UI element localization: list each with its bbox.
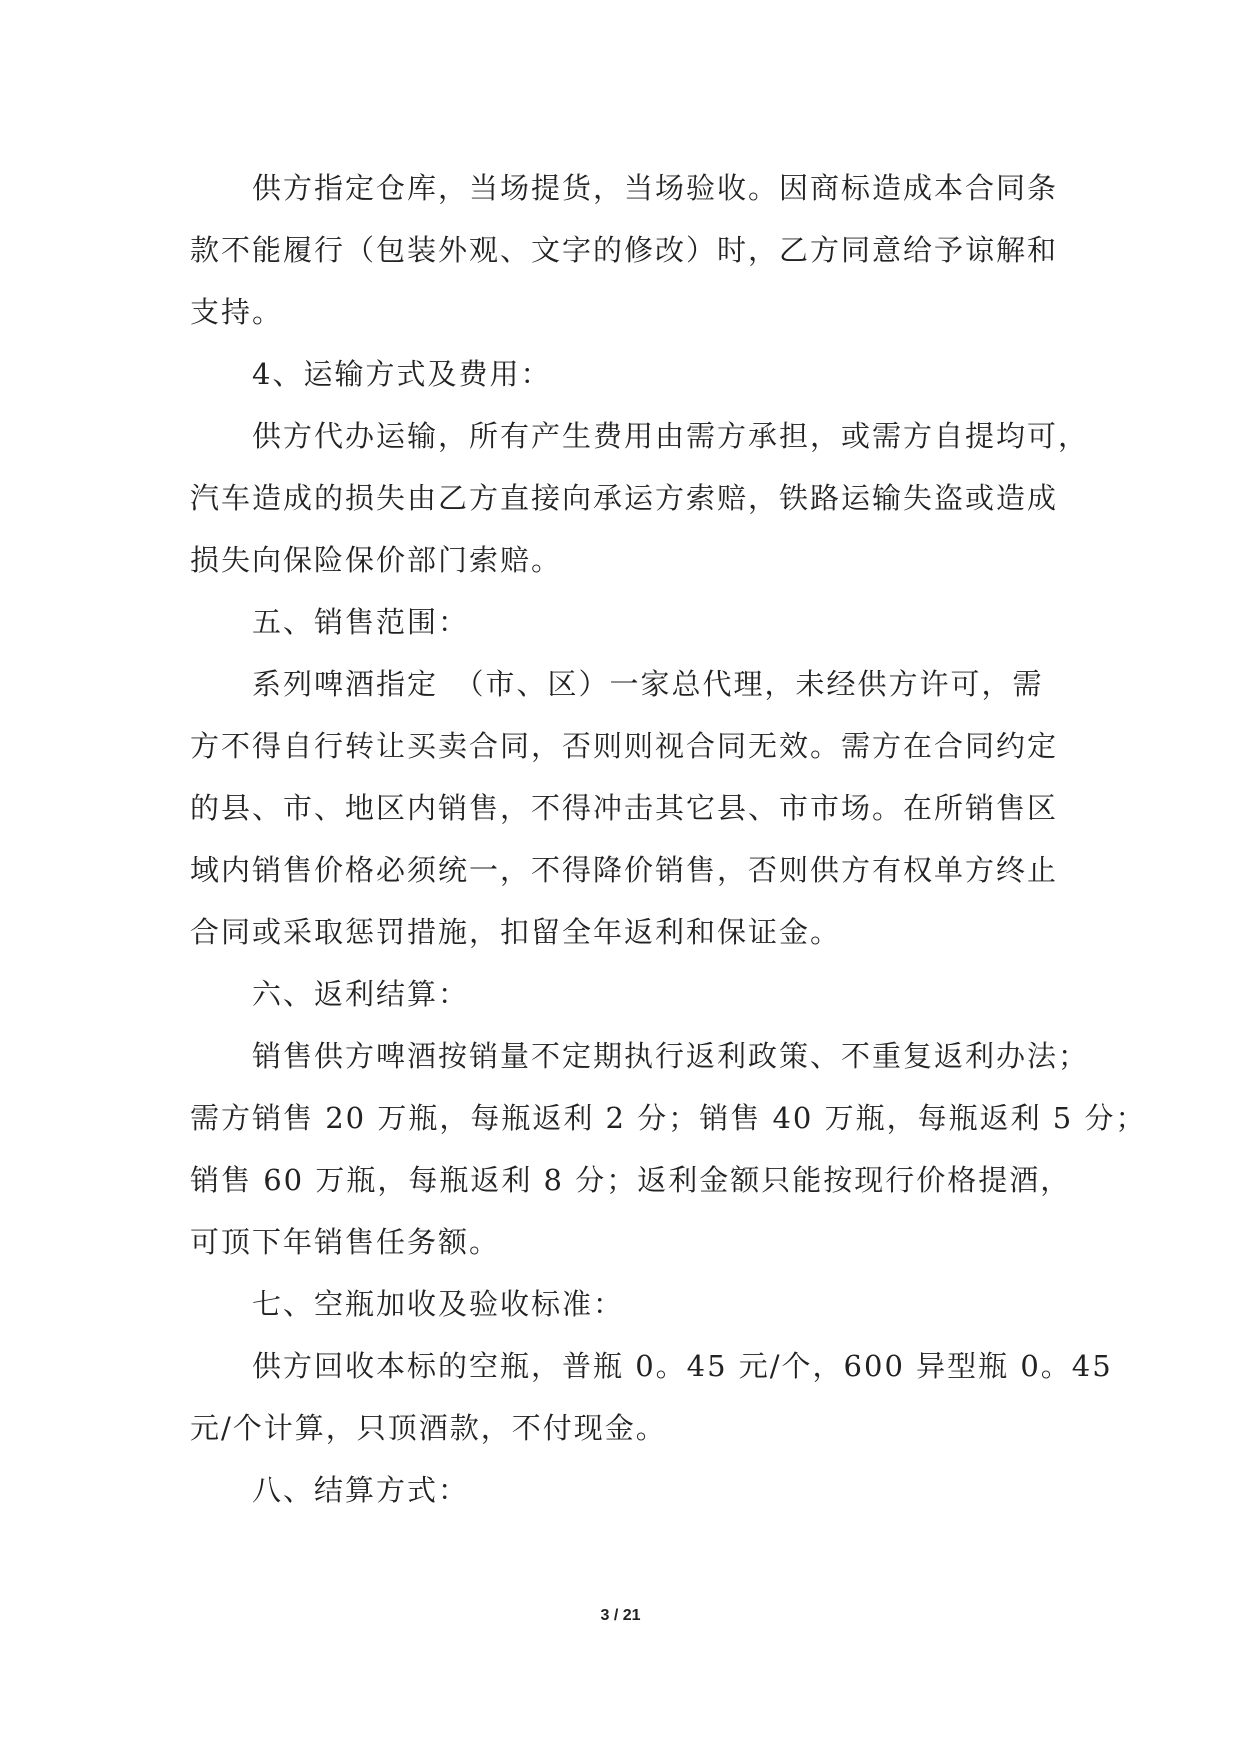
paragraph-warehouse — [190, 157, 1058, 343]
heading-empty-bottles — [190, 1273, 1058, 1335]
text-line: 款不能履行（包装外观、文字的修改）时，乙方同意给予谅解和 — [190, 233, 1059, 267]
section-heading: 七、空瓶加收及验收标准： — [252, 1287, 625, 1321]
text-line: 方不得自行转让买卖合同，否则则视合同无效。需方在合同约定 — [190, 729, 1059, 763]
text-line: 损失向保险保价部门索赔。 — [190, 543, 563, 577]
paragraph-transport — [190, 405, 1090, 591]
text-line: 销售供方啤酒按销量不定期执行返利政策、不重复返利办法； — [252, 1039, 1090, 1073]
section-heading: 六、返利结算： — [252, 977, 470, 1011]
section-heading: 八、结算方式： — [252, 1473, 470, 1507]
heading-transport — [190, 343, 1058, 405]
text-line: 的县、市、地区内销售，不得冲击其它县、市市场。在所销售区 — [190, 791, 1059, 825]
text-line: 元/个计算，只顶酒款，不付现金。 — [190, 1411, 667, 1445]
text-line: 供方回收本标的空瓶，普瓶 0。45 元/个，600 异型瓶 0。45 — [252, 1349, 1113, 1383]
text-line: 可顶下年销售任务额。 — [190, 1225, 501, 1259]
paragraph-sales-scope — [190, 653, 1058, 963]
text-line: 系列啤酒指定 （市、区）一家总代理，未经供方许可，需 — [252, 667, 1044, 701]
document-body — [190, 157, 1147, 1521]
heading-rebate — [190, 963, 1058, 1025]
text-line: 需方销售 20 万瓶，每瓶返利 2 分；销售 40 万瓶，每瓶返利 5 分； — [190, 1101, 1147, 1135]
paragraph-empty-bottles — [190, 1335, 1113, 1459]
text-line: 供方代办运输，所有产生费用由需方承担，或需方自提均可， — [252, 419, 1090, 453]
heading-sales-scope — [190, 591, 1058, 653]
text-line: 供方指定仓库，当场提货，当场验收。因商标造成本合同条 — [252, 171, 1059, 205]
text-line: 汽车造成的损失由乙方直接向承运方索赔，铁路运输失盗或造成 — [190, 481, 1059, 515]
paragraph-rebate — [190, 1025, 1147, 1273]
text-line: 域内销售价格必须统一，不得降价销售，否则供方有权单方终止 — [190, 853, 1059, 887]
page-number: 3 / 21 — [600, 1607, 641, 1624]
text-line: 支持。 — [190, 295, 284, 329]
section-heading: 五、销售范围： — [252, 605, 470, 639]
text-line: 销售 60 万瓶，每瓶返利 8 分；返利金额只能按现行价格提酒， — [190, 1163, 1072, 1197]
text-line: 合同或采取惩罚措施，扣留全年返利和保证金。 — [190, 915, 842, 949]
heading-settlement — [190, 1459, 1058, 1521]
section-heading: 4、运输方式及费用： — [252, 357, 552, 391]
